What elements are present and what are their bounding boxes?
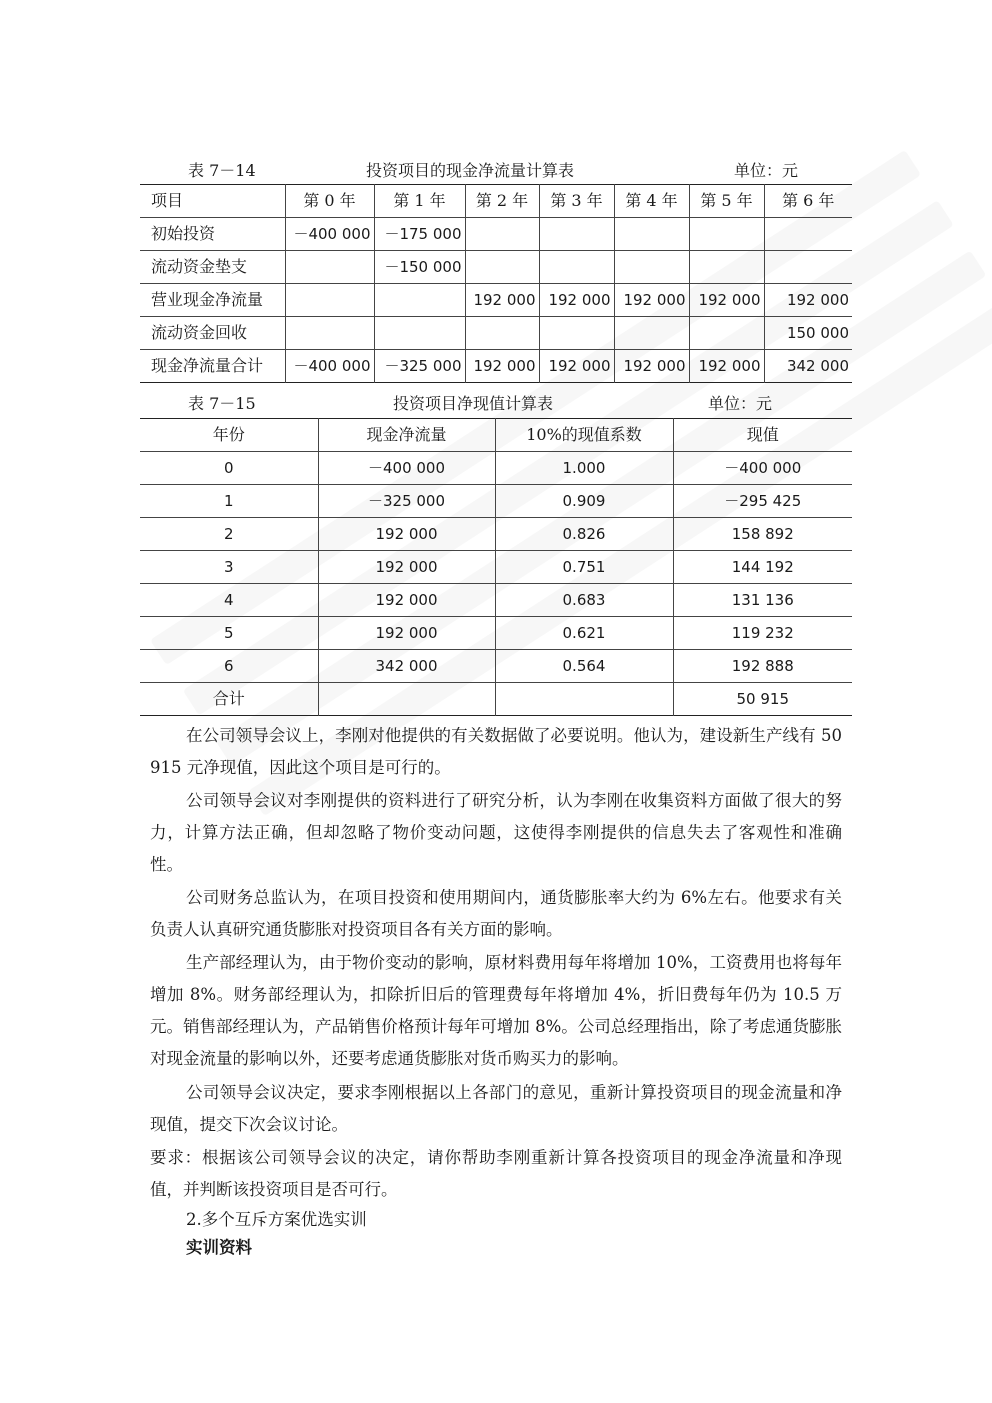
header-cell: 10%的现值系数	[495, 419, 673, 452]
table-cell: 0.751	[495, 551, 673, 584]
table-cell: 192 000	[539, 284, 614, 317]
table-cell	[285, 251, 374, 284]
paragraph-requirement: 要求：根据该公司领导会议的决定，请你帮助李刚重新计算各投资项目的现金净流量和净现值，并判断该投资项目是否可行。	[150, 1148, 842, 1199]
table-row	[140, 650, 852, 683]
table-14-unit: 单位：元	[734, 161, 799, 180]
table-cell	[374, 284, 465, 317]
table-cell: －150 000	[374, 251, 465, 284]
table-cell: －400 000	[673, 452, 852, 485]
table-cell: 342 000	[318, 650, 495, 683]
header-cell: 第 4 年	[614, 185, 689, 218]
table-cell	[318, 683, 495, 716]
table-cell: 0.909	[495, 485, 673, 518]
header-cell: 第 6 年	[764, 185, 852, 218]
table-cell: 192 000	[465, 284, 539, 317]
table-cell: 4	[140, 584, 318, 617]
table-cell: 342 000	[764, 350, 852, 383]
paragraph-2: 公司领导会议对李刚提供的资料进行了研究分析，认为李刚在收集资料方面做了很大的努力，计算方法正确，但却忽略了物价变动问题，这使得李刚提供的信息失去了客观性和准确性。	[150, 791, 842, 874]
paragraph-3: 公司财务总监认为，在项目投资和使用期间内，通货膨胀率大约为 6%左右。他要求有关负责人认真研究通货膨胀对投资项目各有关方面的影响。	[150, 888, 842, 939]
table-cell	[539, 317, 614, 350]
section-heading: 2.多个互斥方案优选实训	[186, 1210, 367, 1229]
paragraph-1: 在公司领导会议上，李刚对他提供的有关数据做了必要说明。他认为，建设新生产线有 50 915 元净现值，因此这个项目是可行的。	[150, 726, 842, 777]
header-cell: 现值	[673, 419, 852, 452]
table-14-title: 投资项目的现金净流量计算表	[366, 161, 575, 180]
table-cell: 192 000	[539, 350, 614, 383]
table-cell: 192 000	[318, 551, 495, 584]
subheading: 实训资料	[186, 1238, 252, 1257]
table-row	[140, 218, 852, 251]
cash-flow-table	[140, 184, 852, 383]
table-cell: 131 136	[673, 584, 852, 617]
table-14-number: 表 7－14	[188, 161, 256, 180]
table-total-row	[140, 683, 852, 716]
table-cell: －400 000	[285, 218, 374, 251]
table-cell	[465, 251, 539, 284]
table-header-row	[140, 185, 852, 218]
row-label: 营业现金净流量	[140, 284, 285, 317]
table-row	[140, 317, 852, 350]
table-cell: 192 000	[689, 284, 764, 317]
table-15-unit: 单位：元	[708, 394, 773, 413]
table-cell	[764, 218, 852, 251]
table-cell: 3	[140, 551, 318, 584]
table-cell: －400 000	[285, 350, 374, 383]
header-cell: 年份	[140, 419, 318, 452]
header-cell: 第 1 年	[374, 185, 465, 218]
table-row	[140, 251, 852, 284]
table-cell	[614, 251, 689, 284]
table-cell: 144 192	[673, 551, 852, 584]
table-cell	[539, 251, 614, 284]
table-cell: －295 425	[673, 485, 852, 518]
table-row	[140, 452, 852, 485]
table-cell	[465, 317, 539, 350]
table-cell	[689, 317, 764, 350]
table-cell	[614, 218, 689, 251]
table-row	[140, 518, 852, 551]
table-cell: 192 000	[764, 284, 852, 317]
table-cell	[539, 218, 614, 251]
table-cell: 6	[140, 650, 318, 683]
table-cell	[689, 218, 764, 251]
table-cell: 0.683	[495, 584, 673, 617]
header-cell: 现金净流量	[318, 419, 495, 452]
table-row	[140, 584, 852, 617]
table-cell: 5	[140, 617, 318, 650]
header-cell: 第 5 年	[689, 185, 764, 218]
table-row	[140, 551, 852, 584]
table-cell: －325 000	[318, 485, 495, 518]
table-row	[140, 284, 852, 317]
table-cell: 2	[140, 518, 318, 551]
table-row	[140, 350, 852, 383]
row-label: 流动资金垫支	[140, 251, 285, 284]
table-cell: 192 888	[673, 650, 852, 683]
table-15-number: 表 7－15	[188, 394, 256, 413]
total-label: 合计	[140, 683, 318, 716]
table-cell: 0.826	[495, 518, 673, 551]
npv-table	[140, 418, 852, 716]
table-cell: －175 000	[374, 218, 465, 251]
table-cell: 119 232	[673, 617, 852, 650]
table-cell	[465, 218, 539, 251]
table-cell: 158 892	[673, 518, 852, 551]
table-cell: 0.621	[495, 617, 673, 650]
header-cell: 第 2 年	[465, 185, 539, 218]
table-cell	[689, 251, 764, 284]
table-cell: 0.564	[495, 650, 673, 683]
table-cell: －400 000	[318, 452, 495, 485]
header-cell: 第 0 年	[285, 185, 374, 218]
row-label: 初始投资	[140, 218, 285, 251]
table-cell: 192 000	[318, 617, 495, 650]
row-label: 流动资金回收	[140, 317, 285, 350]
paragraph-4: 生产部经理认为，由于物价变动的影响，原材料费用每年将增加 10%，工资费用也将每年增加 8%。财务部经理认为，扣除折旧后的管理费每年将增加 4%，折旧费每年仍为 10.5 万元。销售部经理认为，产品销售价格预计每年可增加 8%。公司总经理指出，除了考虑通货膨胀对现金流量的影响以外，还要考虑通货膨胀对货币购买力的影响。	[150, 953, 842, 1068]
header-cell: 项目	[140, 185, 285, 218]
table-cell: 150 000	[764, 317, 852, 350]
table-cell: 192 000	[318, 584, 495, 617]
paragraph-5: 公司领导会议决定，要求李刚根据以上各部门的意见，重新计算投资项目的现金流量和净现值，提交下次会议讨论。	[150, 1083, 842, 1134]
table-15-title: 投资项目净现值计算表	[393, 394, 554, 413]
table-cell: 192 000	[318, 518, 495, 551]
table-15-caption	[140, 391, 852, 415]
row-label: 现金净流量合计	[140, 350, 285, 383]
table-cell: 192 000	[614, 284, 689, 317]
table-cell	[764, 251, 852, 284]
table-cell	[374, 317, 465, 350]
table-cell: 192 000	[689, 350, 764, 383]
table-14-caption	[140, 158, 852, 182]
table-cell	[495, 683, 673, 716]
table-cell: 192 000	[614, 350, 689, 383]
table-row	[140, 617, 852, 650]
table-cell	[285, 317, 374, 350]
table-cell: 1	[140, 485, 318, 518]
table-cell	[614, 317, 689, 350]
table-header-row	[140, 419, 852, 452]
table-cell: 50 915	[673, 683, 852, 716]
table-row	[140, 485, 852, 518]
table-cell: 1.000	[495, 452, 673, 485]
header-cell: 第 3 年	[539, 185, 614, 218]
table-cell: －325 000	[374, 350, 465, 383]
table-cell	[285, 284, 374, 317]
table-cell: 192 000	[465, 350, 539, 383]
table-cell: 0	[140, 452, 318, 485]
